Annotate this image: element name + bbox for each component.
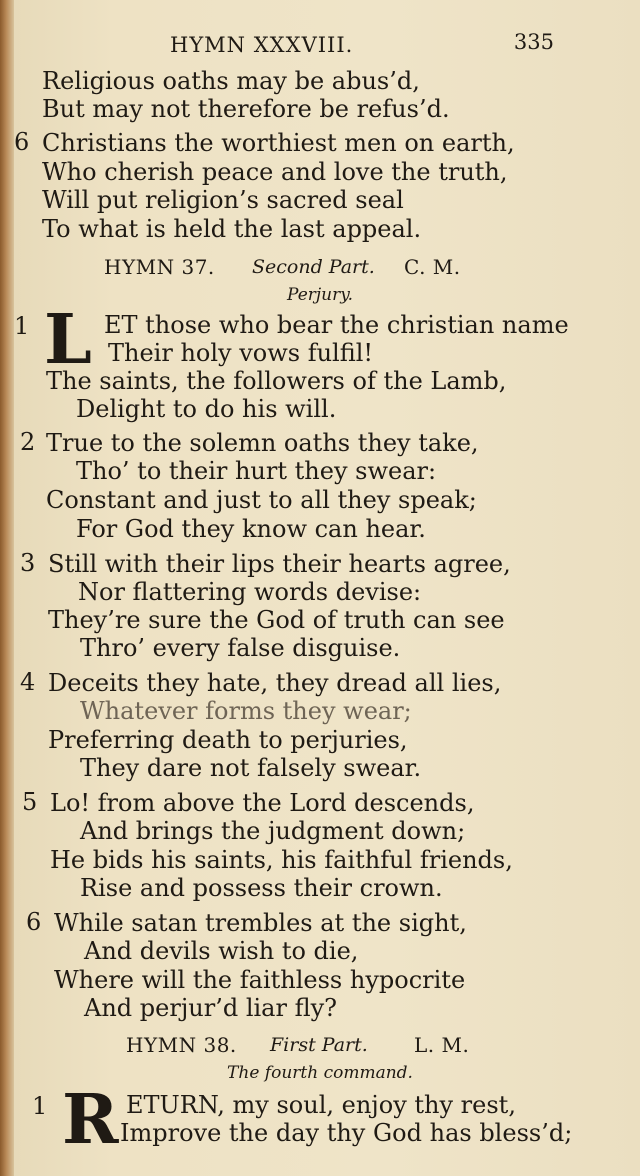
verse-line: The saints, the followers of the Lamb, [46,367,507,395]
verse-line: They’re sure the God of truth can see [48,606,505,634]
verse-number: 4 [20,668,36,696]
verse-line: Where will the faithless hypocrite [54,966,466,994]
running-header: HYMN XXXVIII. [170,33,354,57]
verse-line: They dare not falsely swear. [80,754,422,782]
verse-line: Whatever forms they wear; [80,697,412,725]
verse-line: While satan trembles at the sight, [54,909,467,937]
page-number: 335 [513,30,554,54]
hymn-subject: The fourth command. [227,1063,413,1083]
hymn-heading-part: Second Part. [252,256,375,278]
verse-line: Tho’ to their hurt they swear: [76,457,437,485]
verse-number: 1 [32,1092,48,1120]
verse-line: Religious oaths may be abus’d, [42,67,420,95]
verse-line: ET those who bear the christian name [104,311,569,339]
verse-line: Will put religion’s sacred seal [42,186,404,214]
hymn-heading-number: HYMN 37. [104,255,215,279]
verse-number: 2 [20,428,36,456]
verse-line: To what is held the last appeal. [42,215,422,243]
hymn-heading-number: HYMN 38. [126,1033,237,1057]
verse-line: For God they know can hear. [76,515,426,543]
verse-line: ETURN, my soul, enjoy thy rest, [126,1091,516,1119]
verse-line: And devils wish to die, [84,937,359,965]
verse-number: 1 [14,312,30,340]
hymn-heading-meter: L. M. [414,1033,470,1057]
drop-cap: L [44,300,92,380]
verse-line: He bids his saints, his faithful friends, [50,846,513,874]
verse-line: Preferring death to perjuries, [48,726,408,754]
verse-line: Christians the worthiest men on earth, [42,129,515,157]
verse-line: Thro’ every false disguise. [80,634,401,662]
verse-line: Still with their lips their hearts agree, [48,550,511,578]
verse-line: Rise and possess their crown. [80,874,443,902]
verse-number: 3 [20,549,36,577]
verse-number: 5 [22,788,38,816]
verse-line: But may not therefore be refus’d. [42,95,450,123]
verse-line: Their holy vows fulfil! [108,339,374,367]
verse-line: Constant and just to all they speak; [46,486,477,514]
verse-line: Improve the day thy God has bless’d; [120,1119,573,1147]
drop-cap: R [62,1080,119,1160]
verse-line: True to the solemn oaths they take, [46,429,479,457]
verse-line: Lo! from above the Lord descends, [50,789,475,817]
verse-line: And perjur’d liar fly? [84,994,338,1022]
verse-number: 6 [26,908,42,936]
verse-line: And brings the judgment down; [80,817,466,845]
hymn-subject: Perjury. [287,285,353,305]
verse-line: Deceits they hate, they dread all lies, [48,669,502,697]
hymn-heading-meter: C. M. [404,255,461,279]
verse-line: Nor flattering words devise: [78,578,422,606]
verse-line: Delight to do his will. [76,395,337,423]
hymn-heading-part: First Part. [270,1034,368,1056]
verse-number: 6 [14,128,30,156]
verse-line: Who cherish peace and love the truth, [42,158,508,186]
